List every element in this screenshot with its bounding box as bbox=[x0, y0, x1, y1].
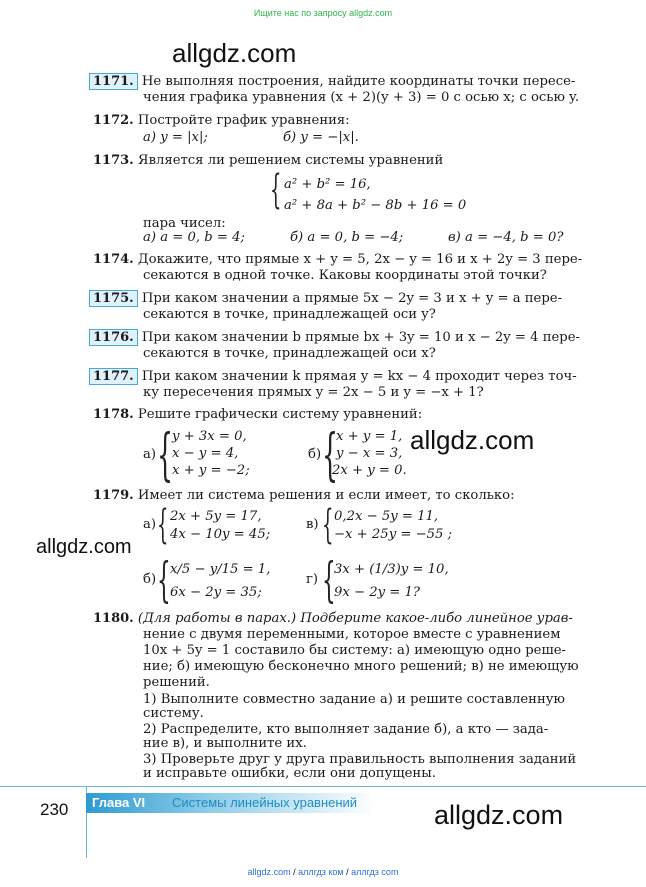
problem-1173-line2: пара чисел: bbox=[143, 216, 226, 231]
problem-text: Является ли решением системы уравнений bbox=[137, 153, 444, 168]
step-2-cont: ние в), и выполните их. bbox=[143, 736, 307, 751]
problem-text: При каком значении a прямые 5x − 2y = 3 и x + y = a пере- bbox=[141, 291, 563, 306]
option-a: а) a = 0, b = 4; bbox=[143, 230, 245, 245]
problem-1180 bbox=[93, 611, 573, 626]
system-brace: { bbox=[157, 502, 169, 548]
problem-number: 1172. bbox=[93, 113, 134, 128]
system-eq: y − x = 3, bbox=[336, 446, 403, 461]
problem-text: (Для работы в парах.) Подберите какое-либо линейное урав- bbox=[137, 611, 573, 626]
problem-1174-line2: секаются в одной точке. Каковы координаты этой точки? bbox=[143, 268, 547, 283]
option-b: б) a = 0, b = −4; bbox=[290, 230, 404, 245]
watermark: allgdz.com bbox=[36, 536, 132, 558]
bottom-banner bbox=[0, 867, 646, 877]
system-eq: 9x − 2y = 1? bbox=[334, 585, 420, 600]
problem-text: Решите графически систему уравнений: bbox=[137, 407, 423, 422]
problem-number-boxed: 1171. bbox=[89, 73, 138, 90]
system-eq: y + 3x = 0, bbox=[172, 429, 247, 444]
system-eq: x − y = 4, bbox=[172, 446, 239, 461]
system-brace: { bbox=[322, 552, 336, 608]
bottom-banner-separator: / bbox=[293, 867, 296, 877]
option-b: б) y = −|x|. bbox=[283, 130, 359, 145]
step-3: 3) Проверьте друг у друга правильность выполнения заданий bbox=[143, 752, 577, 767]
problem-1173 bbox=[93, 153, 443, 168]
problem-1178 bbox=[93, 407, 422, 422]
problem-text: Не выполняя построения, найдите координаты точки пересе- bbox=[141, 74, 576, 89]
system-eq-2: a² + 8a + b² − 8b + 16 = 0 bbox=[284, 198, 467, 213]
problem-number-boxed: 1177. bbox=[89, 368, 138, 385]
system-eq: x + y = −2; bbox=[172, 463, 250, 478]
page-number: 230 bbox=[40, 800, 69, 819]
problem-text: При каком значении b прямые bx + 3y = 10 и x − 2y = 4 пере- bbox=[141, 330, 581, 345]
system-eq: 3x + (1/3)y = 10, bbox=[334, 562, 449, 577]
problem-number: 1174. bbox=[93, 252, 134, 267]
problem-1180-line: 10x + 5y = 1 составило бы систему: а) имеющую одно реше- bbox=[143, 643, 567, 658]
problem-text: Имеет ли система решения и если имеет, то сколько: bbox=[137, 488, 515, 503]
bottom-banner-link[interactable]: аллгдз ком bbox=[298, 867, 344, 877]
problem-number: 1178. bbox=[93, 407, 134, 422]
chapter-label: Глава VI bbox=[92, 795, 146, 810]
bottom-banner-separator: / bbox=[346, 867, 349, 877]
problem-1175 bbox=[93, 291, 562, 306]
problem-text: При каком значении k прямая y = kx − 4 проходит через точ- bbox=[141, 369, 577, 384]
option-v-label: в) bbox=[306, 517, 319, 532]
bottom-banner-link[interactable]: аллгдз com bbox=[351, 867, 399, 877]
option-a: а) y = |x|; bbox=[143, 130, 208, 145]
system-brace: { bbox=[322, 502, 334, 548]
system-eq: 0,2x − 5y = 11, bbox=[334, 509, 439, 524]
problem-text: Докажите, что прямые x + y = 5, 2x − y = 16 и x + 2y = 3 пере- bbox=[137, 252, 583, 267]
problem-number: 1180. bbox=[93, 611, 134, 626]
bottom-banner-link[interactable]: allgdz.com bbox=[247, 867, 291, 877]
problem-1177 bbox=[93, 369, 577, 384]
problem-1175-line2: секаются в точке, принадлежащей оси y? bbox=[143, 307, 436, 322]
system-brace: { bbox=[157, 423, 174, 488]
system-eq: x/5 − y/15 = 1, bbox=[170, 562, 271, 577]
step-3-cont: и исправьте ошибки, если они допущены. bbox=[143, 766, 436, 781]
problem-1180-line: решений. bbox=[143, 675, 210, 690]
problem-1171-line2: чения графика уравнения (x + 2)(y + 3) = 0 с осью x; с осью y. bbox=[143, 90, 580, 105]
watermark: allgdz.com bbox=[434, 800, 564, 830]
problem-text: Постройте график уравнения: bbox=[137, 113, 350, 128]
system-eq: x + y = 1, bbox=[336, 429, 403, 444]
watermark: allgdz.com bbox=[172, 38, 297, 68]
problem-1176 bbox=[93, 330, 580, 345]
system-eq: 6x − 2y = 35; bbox=[170, 585, 262, 600]
system-eq: −x + 25y = −55 ; bbox=[334, 527, 453, 542]
system-eq-1: a² + b² = 16, bbox=[284, 177, 371, 192]
chapter-title: Системы линейных уравнений bbox=[172, 795, 358, 810]
system-eq: 4x − 10y = 45; bbox=[170, 527, 271, 542]
problem-number-boxed: 1175. bbox=[89, 290, 138, 307]
problem-1176-line2: секаются в точке, принадлежащей оси x? bbox=[143, 346, 436, 361]
problem-1179 bbox=[93, 488, 515, 503]
problem-1174 bbox=[93, 252, 582, 267]
option-b-label: б) bbox=[308, 447, 322, 462]
problem-number: 1173. bbox=[93, 153, 134, 168]
option-v: в) a = −4, b = 0? bbox=[448, 230, 564, 245]
problem-number: 1179. bbox=[93, 488, 134, 503]
option-b-label: б) bbox=[143, 572, 157, 587]
problem-number-boxed: 1176. bbox=[89, 329, 138, 346]
system-eq: 2x + y = 0. bbox=[332, 463, 407, 478]
step-1-cont: систему. bbox=[143, 706, 204, 721]
system-brace: { bbox=[270, 167, 282, 213]
problem-1180-line: нение с двумя переменными, которое вместе с уравнением bbox=[143, 627, 561, 642]
step-2: 2) Распределите, кто выполняет задание б), а кто — зада- bbox=[143, 722, 549, 737]
problem-1171 bbox=[93, 74, 575, 89]
option-a-label: а) bbox=[143, 447, 157, 462]
footer-rule bbox=[0, 786, 646, 787]
option-g-label: г) bbox=[306, 572, 319, 587]
watermark: allgdz.com bbox=[410, 425, 535, 455]
system-brace: { bbox=[322, 423, 339, 488]
top-banner: Ищите нас по запросу allgdz.com bbox=[253, 8, 393, 18]
system-brace: { bbox=[157, 552, 171, 608]
system-eq: 2x + 5y = 17, bbox=[170, 509, 262, 524]
problem-1180-line: ние; б) имеющую бесконечно много решений; в) не имеющую bbox=[143, 659, 579, 674]
problem-1177-line2: ку пересечения прямых y = 2x − 5 и y = −x + 1? bbox=[143, 385, 484, 400]
step-1: 1) Выполните совместно задание а) и решите составленную bbox=[143, 692, 565, 707]
problem-1172 bbox=[93, 113, 350, 128]
option-a-label: а) bbox=[143, 517, 157, 532]
